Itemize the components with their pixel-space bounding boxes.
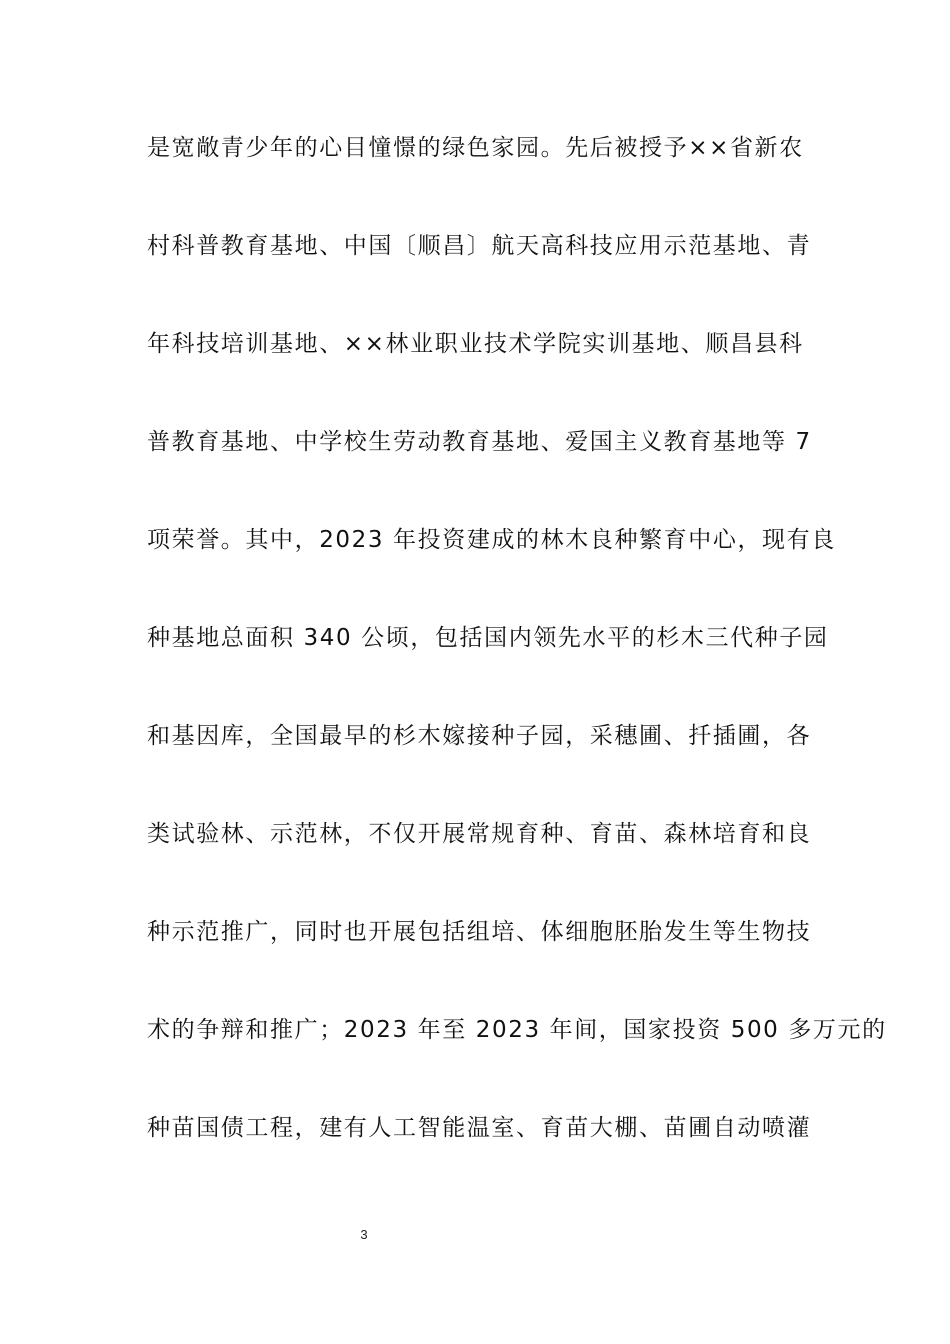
text-line: 术的争辩和推广；2023 年至 2023 年间，国家投资 500 多万元的 — [147, 1017, 887, 1043]
text-line: 种苗国债工程，建有人工智能温室、育苗大棚、苗圃自动喷灌 — [147, 1115, 812, 1141]
page-number: 3 — [360, 1227, 368, 1242]
text-line: 普教育基地、中学校生劳动教育基地、爱国主义教育基地等 7 — [147, 429, 812, 455]
text-line: 类试验林、示范林，不仅开展常规育种、育苗、森林培育和良 — [147, 821, 812, 847]
text-line: 种示范推广，同时也开展包括组培、体细胞胚胎发生等生物技 — [147, 919, 812, 945]
text-line: 是宽敞青少年的心目憧憬的绿色家园。先后被授予××省新农 — [147, 135, 804, 161]
text-line: 项荣誉。其中，2023 年投资建成的林木良种繁育中心，现有良 — [147, 527, 836, 553]
text-line: 种基地总面积 340 公顷，包括国内领先水平的杉木三代种子园 — [147, 625, 829, 651]
body-text — [147, 128, 887, 1206]
text-line: 村科普教育基地、中国〔顺昌〕航天高科技应用示范基地、青 — [147, 233, 812, 259]
text-line: 年科技培训基地、××林业职业技术学院实训基地、顺昌县科 — [147, 331, 804, 357]
text-line: 和基因库，全国最早的杉木嫁接种子园，采穗圃、扦插圃，各 — [147, 723, 812, 749]
